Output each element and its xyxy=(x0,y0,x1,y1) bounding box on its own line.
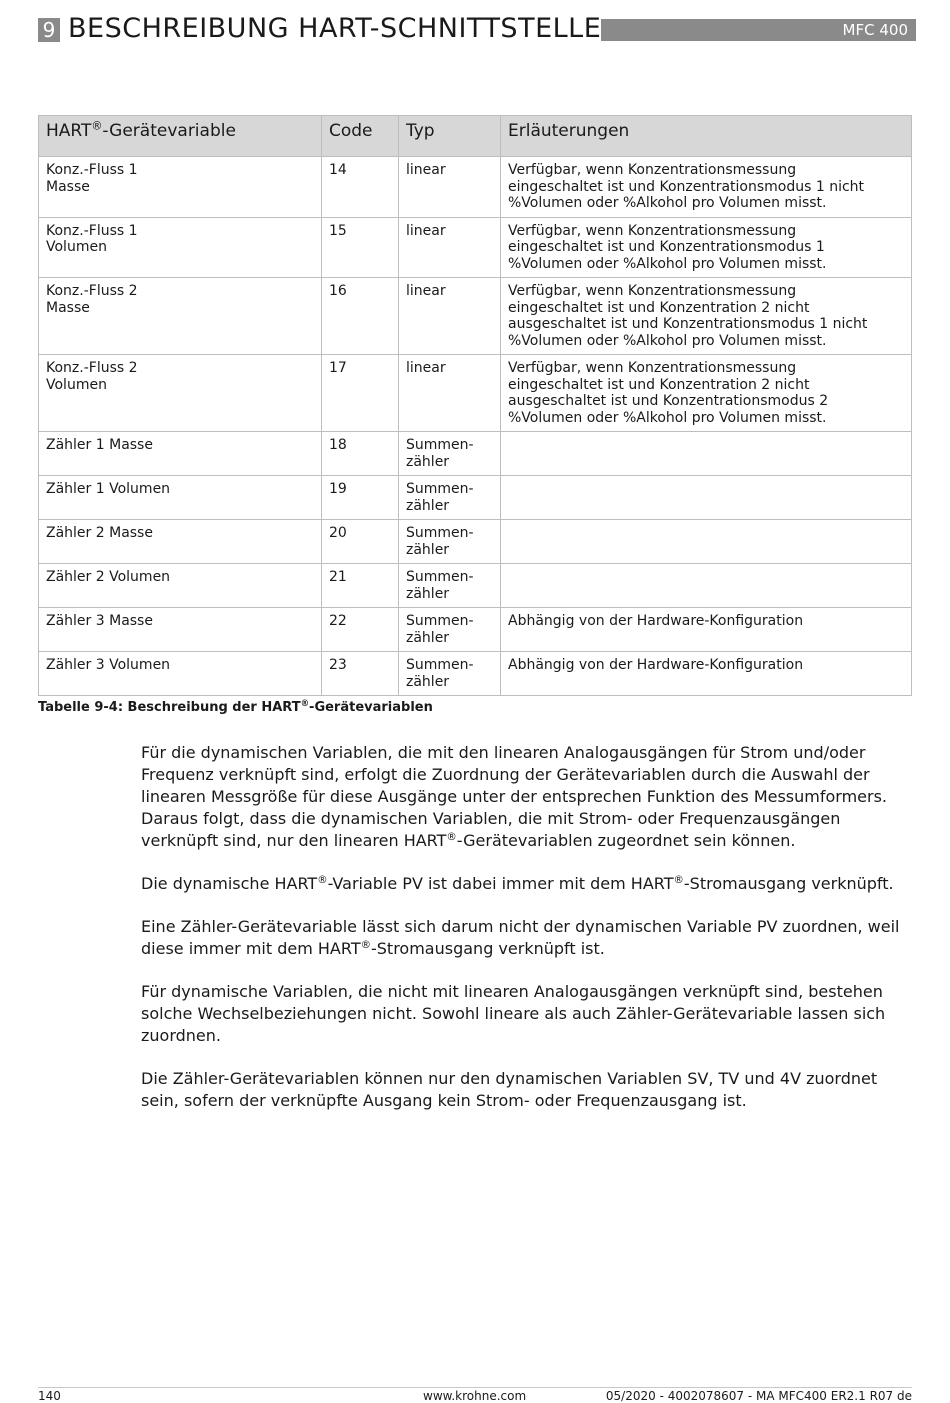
header-notes: Erläuterungen xyxy=(501,116,912,157)
cell-type: Summen- zähler xyxy=(399,608,501,652)
cell-code: 23 xyxy=(322,652,399,696)
header-code: Code xyxy=(322,116,399,157)
cell-variable: Konz.-Fluss 1 Volumen xyxy=(39,217,322,278)
product-name: MFC 400 xyxy=(842,21,908,39)
footer-website: www.krohne.com xyxy=(423,1389,527,1403)
header-type: Typ xyxy=(399,116,501,157)
cell-type: Summen- zähler xyxy=(399,652,501,696)
cell-type: Summen- zähler xyxy=(399,564,501,608)
device-variables-table xyxy=(38,115,912,696)
cell-variable: Konz.-Fluss 1 Masse xyxy=(39,157,322,218)
cell-notes: Verfügbar, wenn Konzentrationsmessung eingeschaltet ist und Konzentration 2 nicht ausgeschaltet ist und Konzentrationsmodus 2 %Volumen oder %Alkohol pro Volumen misst. xyxy=(501,355,912,432)
product-bar xyxy=(601,19,916,41)
cell-variable: Konz.-Fluss 2 Masse xyxy=(39,278,322,355)
chapter-number: 9 xyxy=(38,18,60,42)
cell-type: Summen- zähler xyxy=(399,476,501,520)
cell-notes: Abhängig von der Hardware-Konfiguration xyxy=(501,608,912,652)
cell-notes: Verfügbar, wenn Konzentrationsmessung eingeschaltet ist und Konzentrationsmodus 1 %Volumen oder %Alkohol pro Volumen misst. xyxy=(501,217,912,278)
chapter-header xyxy=(38,14,916,44)
body-text xyxy=(141,742,916,1133)
cell-type: linear xyxy=(399,157,501,218)
cell-type: linear xyxy=(399,217,501,278)
cell-variable: Zähler 1 Masse xyxy=(39,432,322,476)
cell-code: 17 xyxy=(322,355,399,432)
footer-divider xyxy=(38,1387,912,1388)
table-row xyxy=(39,278,912,355)
footer-reference: 05/2020 - 4002078607 - MA MFC400 ER2.1 R07 de xyxy=(605,1389,912,1403)
cell-code: 14 xyxy=(322,157,399,218)
page-number: 140 xyxy=(38,1389,61,1403)
cell-type: linear xyxy=(399,355,501,432)
cell-code: 20 xyxy=(322,520,399,564)
cell-variable: Zähler 3 Masse xyxy=(39,608,322,652)
cell-variable: Konz.-Fluss 2 Volumen xyxy=(39,355,322,432)
cell-notes xyxy=(501,520,912,564)
table-row xyxy=(39,157,912,218)
table-row xyxy=(39,564,912,608)
table-row xyxy=(39,355,912,432)
cell-code: 21 xyxy=(322,564,399,608)
cell-variable: Zähler 3 Volumen xyxy=(39,652,322,696)
cell-notes xyxy=(501,476,912,520)
cell-code: 16 xyxy=(322,278,399,355)
table-row xyxy=(39,652,912,696)
paragraph: Die Zähler-Gerätevariablen können nur den dynamischen Variablen SV, TV und 4V zuordnet sein, sofern der verknüpfte Ausgang kein Strom- oder Frequenzausgang ist. xyxy=(141,1069,878,1110)
paragraph: Für die dynamischen Variablen, die mit den linearen Analogausgängen für Strom und/oder Frequenz verknüpft sind, erfolgt die Zuordnung der Gerätevariablen durch die Auswahl der linearen Messgröße für diese Ausgänge unter der entsprechen Funktion des Messumformers. Daraus folgt, dass die dynamischen Variablen, die mit Strom- oder Frequenzausgängen verknüpft sind, nur den linearen HART®-Gerätevariablen zugeordnet sein können. xyxy=(141,743,888,850)
cell-notes xyxy=(501,564,912,608)
cell-type: Summen- zähler xyxy=(399,520,501,564)
cell-variable: Zähler 2 Masse xyxy=(39,520,322,564)
paragraph: Für dynamische Variablen, die nicht mit linearen Analogausgängen verknüpft sind, bestehen solche Wechselbeziehungen nicht. Sowohl lineare als auch Zähler-Gerätevariable lassen sich zuordnen. xyxy=(141,982,886,1045)
cell-notes: Verfügbar, wenn Konzentrationsmessung eingeschaltet ist und Konzentration 2 nicht ausgeschaltet ist und Konzentrationsmodus 1 nicht %Volumen oder %Alkohol pro Volumen misst. xyxy=(501,278,912,355)
chapter-title: BESCHREIBUNG HART-SCHNITTSTELLE xyxy=(68,13,602,44)
table-header-row xyxy=(39,116,912,157)
table-row xyxy=(39,476,912,520)
table-row xyxy=(39,217,912,278)
cell-type: linear xyxy=(399,278,501,355)
cell-code: 15 xyxy=(322,217,399,278)
cell-notes: Abhängig von der Hardware-Konfiguration xyxy=(501,652,912,696)
table-row xyxy=(39,608,912,652)
paragraph: Eine Zähler-Gerätevariable lässt sich darum nicht der dynamischen Variable PV zuordnen, weil diese immer mit dem HART®-Stromausgang verknüpft ist. xyxy=(141,917,900,958)
cell-code: 19 xyxy=(322,476,399,520)
cell-notes xyxy=(501,432,912,476)
table-caption: Tabelle 9-4: Beschreibung der HART®-Gerätevariablen xyxy=(38,697,433,715)
cell-code: 18 xyxy=(322,432,399,476)
header-variable: HART®-Gerätevariable xyxy=(39,116,322,157)
cell-variable: Zähler 1 Volumen xyxy=(39,476,322,520)
cell-variable: Zähler 2 Volumen xyxy=(39,564,322,608)
table-row xyxy=(39,520,912,564)
cell-type: Summen- zähler xyxy=(399,432,501,476)
cell-code: 22 xyxy=(322,608,399,652)
cell-notes: Verfügbar, wenn Konzentrationsmessung eingeschaltet ist und Konzentrationsmodus 1 nicht %Volumen oder %Alkohol pro Volumen misst. xyxy=(501,157,912,218)
paragraph: Die dynamische HART®-Variable PV ist dabei immer mit dem HART®-Stromausgang verknüpft. xyxy=(141,873,894,893)
table-row xyxy=(39,432,912,476)
